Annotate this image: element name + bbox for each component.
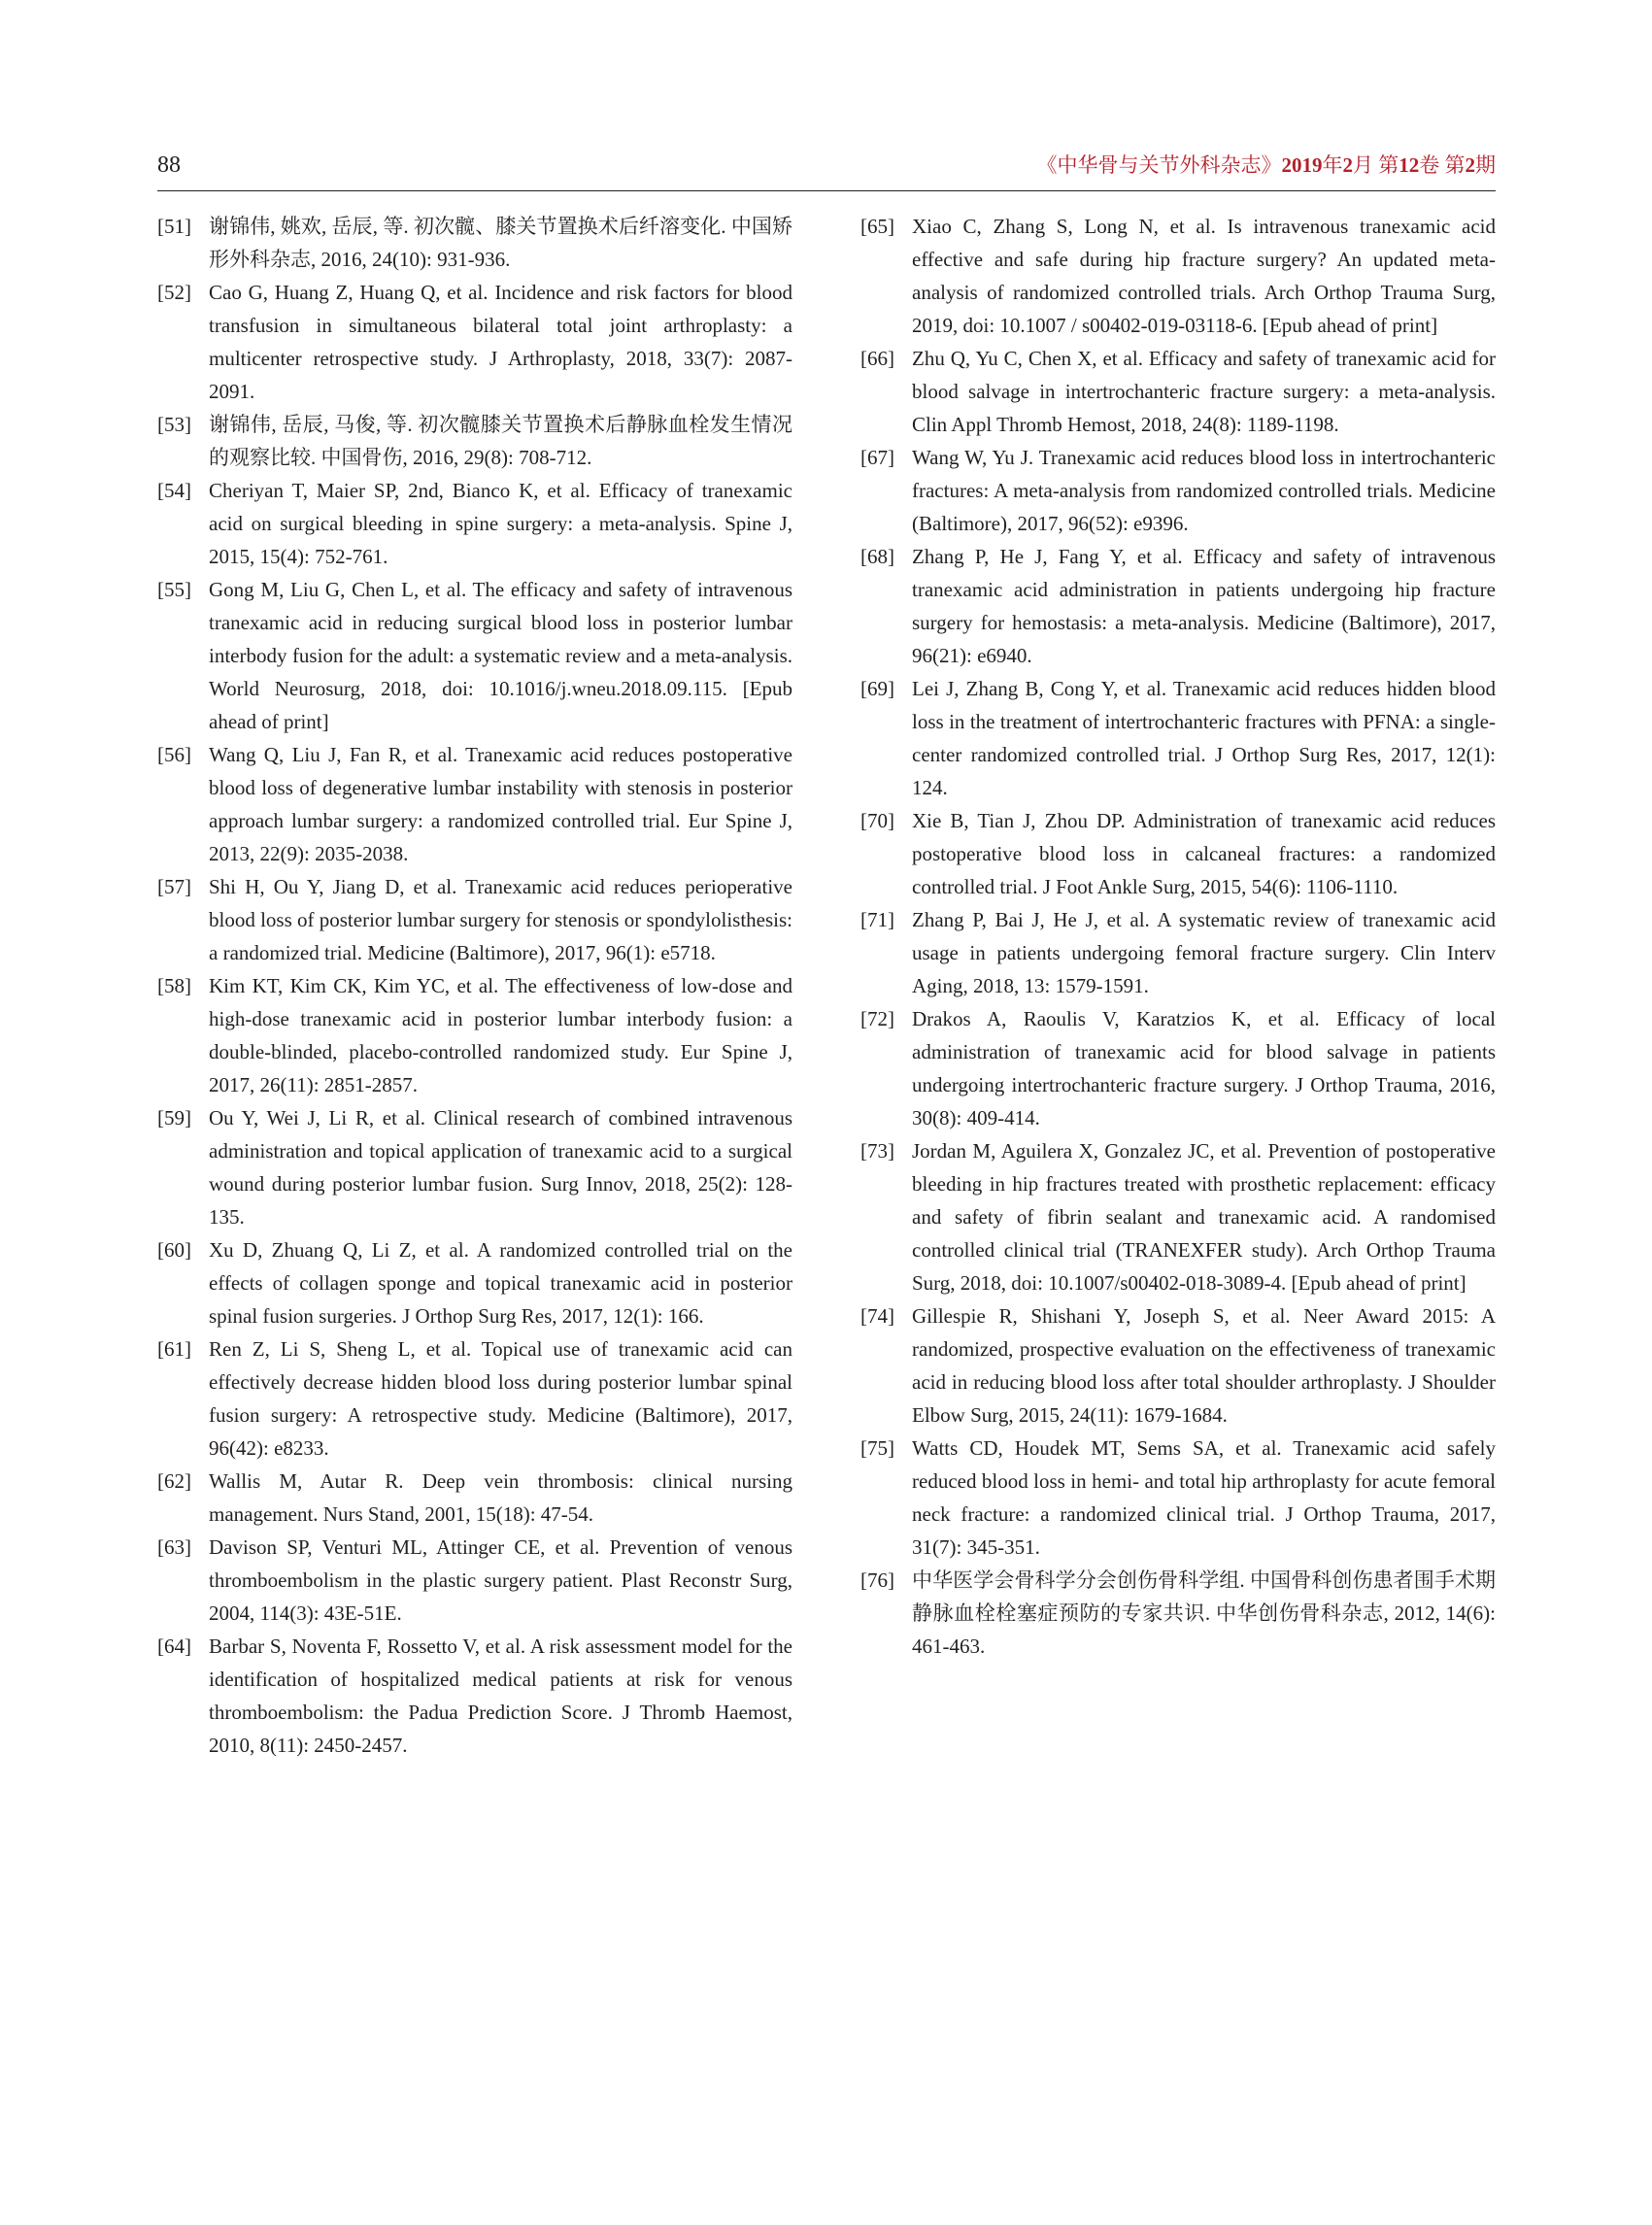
reference-number: [69] [860,677,894,700]
reference-entry [860,540,1496,672]
journal-year: 2019 [1281,153,1323,177]
reference-number: [72] [860,1007,894,1030]
reference-number: [73] [860,1139,894,1163]
reference-entry [860,342,1496,441]
reference-text: Jordan M, Aguilera X, Gonzalez JC, et al. Prevention of postoperative bleeding in hip fractures treated with prosthetic replacement: efficacy and safety of fibrin sealant and tranexamic acid. A randomised controlled clinical trial (TRANEXFER study). Arch Orthop Trauma Surg, 2018, doi: 10.1007/s00402-018-3089-4. [Epub ahead of print] [912,1139,1496,1295]
header-rule [157,190,1496,191]
reference-text: Shi H, Ou Y, Jiang D, et al. Tranexamic acid reduces perioperative blood loss of posterior lumbar surgery for stenosis or spondylolisthesis: a randomized trial. Medicine (Baltimore), 2017, 96(1): e5718. [209,875,792,964]
reference-entry [860,441,1496,540]
reference-number: [56] [157,743,191,766]
reference-text: Ou Y, Wei J, Li R, et al. Clinical research of combined intravenous administration and topical application of tranexamic acid to a surgical wound during posterior lumbar fusion. Surg Innov, 2018, 25(2): 128-135. [209,1106,792,1229]
reference-text: Zhang P, He J, Fang Y, et al. Efficacy and safety of intravenous tranexamic acid administration in patients undergoing hip fracture surgery for hemostasis: a meta-analysis. Medicine (Baltimore), 2017, 96(21): e6940. [912,545,1496,667]
reference-number: [53] [157,413,191,436]
reference-text: Watts CD, Houdek MT, Sems SA, et al. Tranexamic acid safely reduced blood loss in hemi- and total hip arthroplasty for acute femoral neck fracture: a randomized clinical trial. J Orthop Trauma, 2017, 31(7): 345-351. [912,1436,1496,1559]
reference-text: Cao G, Huang Z, Huang Q, et al. Incidence and risk factors for blood transfusion in simultaneous bilateral total joint arthroplasty: a multicenter retrospective study. J Arthroplasty, 2018, 33(7): 2087-2091. [209,281,792,403]
reference-text: 中华医学会骨科学分会创伤骨科学组. 中国骨科创伤患者围手术期静脉血栓栓塞症预防的专家共识. 中华创伤骨科杂志, 2012, 14(6): 461-463. [912,1568,1496,1658]
reference-number: [61] [157,1337,191,1361]
references-left-column [157,210,792,1762]
reference-entry [860,1432,1496,1564]
journal-month: 2 [1342,153,1353,177]
reference-number: [59] [157,1106,191,1129]
reference-entry [157,870,792,969]
reference-number: [67] [860,446,894,469]
reference-text: Barbar S, Noventa F, Rossetto V, et al. A risk assessment model for the identification of hospitalized medical patients at risk for venous thromboembolism: the Padua Prediction Score. J Thromb Haemost, 2010, 8(11): 2450-2457. [209,1635,792,1757]
reference-number: [62] [157,1469,191,1493]
reference-text: Wang Q, Liu J, Fan R, et al. Tranexamic acid reduces postoperative blood loss of degenerative lumbar instability with stenosis in posterior approach lumbar surgery: a randomized controlled trial. Eur Spine J, 2013, 22(9): 2035-2038. [209,743,792,865]
references-right-column [860,210,1496,1663]
reference-entry [157,573,792,738]
reference-entry [860,804,1496,903]
reference-entry [157,210,792,276]
reference-entry [860,210,1496,342]
reference-text: Zhu Q, Yu C, Chen X, et al. Efficacy and safety of tranexamic acid for blood salvage in intertrochanteric fracture surgery: a meta-analysis. Clin Appl Thromb Hemost, 2018, 24(8): 1189-1198. [912,347,1496,436]
reference-text: Davison SP, Venturi ML, Attinger CE, et al. Prevention of venous thromboembolism in the plastic surgery patient. Plast Reconstr Surg, 2004, 114(3): 43E-51E. [209,1535,792,1625]
reference-text: Xiao C, Zhang S, Long N, et al. Is intravenous tranexamic acid effective and safe during hip fracture surgery? An updated meta-analysis of randomized controlled trials. Arch Orthop Trauma Surg, 2019, doi: 10.1007 / s00402-019-03118-6. [Epub ahead of print] [912,215,1496,337]
reference-number: [63] [157,1535,191,1559]
reference-text: Wallis M, Autar R. Deep vein thrombosis: clinical nursing management. Nurs Stand, 2001, 15(18): 47-54. [209,1469,792,1526]
reference-entry [157,1233,792,1332]
reference-text: Zhang P, Bai J, He J, et al. A systematic review of tranexamic acid usage in patients undergoing femoral fracture surgery. Clin Interv Aging, 2018, 13: 1579-1591. [912,908,1496,997]
reference-entry [157,1630,792,1762]
page-header [157,146,1496,185]
reference-text: Wang W, Yu J. Tranexamic acid reduces blood loss in intertrochanteric fractures: A meta-analysis from randomized controlled trials. Medicine (Baltimore), 2017, 96(52): e9396. [912,446,1496,535]
reference-text: Ren Z, Li S, Sheng L, et al. Topical use of tranexamic acid can effectively decrease hidden blood loss during posterior lumbar spinal fusion surgery: A retrospective study. Medicine (Baltimore), 2017, 96(42): e8233. [209,1337,792,1460]
reference-entry [157,738,792,870]
journal-volume: 12 [1399,153,1420,177]
reference-entry [860,1002,1496,1134]
reference-text: 谢锦伟, 姚欢, 岳辰, 等. 初次髋、膝关节置换术后纤溶变化. 中国矫形外科杂志, 2016, 24(10): 931-936. [209,215,792,271]
reference-text: Xie B, Tian J, Zhou DP. Administration of tranexamic acid reduces postoperative blood loss in calcaneal fractures: a randomized controlled trial. J Foot Ankle Surg, 2015, 54(6): 1106-1110. [912,809,1496,898]
reference-text: Gillespie R, Shishani Y, Joseph S, et al. Neer Award 2015: A randomized, prospective evaluation on the effectiveness of tranexamic acid in reducing blood loss after total shoulder arthroplasty. J Shoulder Elbow Surg, 2015, 24(11): 1679-1684. [912,1304,1496,1427]
reference-text: Drakos A, Raoulis V, Karatzios K, et al. Efficacy of local administration of tranexamic acid for blood salvage in patients undergoing intertrochanteric fracture surgery. J Orthop Trauma, 2016, 30(8): 409-414. [912,1007,1496,1129]
reference-text: Kim KT, Kim CK, Kim YC, et al. The effectiveness of low-dose and high-dose tranexamic acid in posterior lumbar interbody fusion: a double-blinded, placebo-controlled randomized study. Eur Spine J, 2017, 26(11): 2851-2857. [209,974,792,1096]
reference-number: [66] [860,347,894,370]
reference-number: [71] [860,908,894,931]
reference-entry [157,276,792,408]
reference-entry [157,1101,792,1233]
reference-entry [860,1134,1496,1299]
reference-entry [157,969,792,1101]
reference-text: Xu D, Zhuang Q, Li Z, et al. A randomized controlled trial on the effects of collagen sponge and topical tranexamic acid in posterior spinal fusion surgeries. J Orthop Surg Res, 2017, 12(1): 166. [209,1238,792,1328]
reference-entry [157,408,792,474]
reference-entry [157,474,792,573]
reference-entry [860,1299,1496,1432]
reference-entry [157,1332,792,1465]
reference-number: [68] [860,545,894,568]
journal-name: 《中华骨与关节外科杂志》 [1036,153,1282,177]
page-number: 88 [157,152,181,178]
reference-number: [64] [157,1635,191,1658]
reference-entry [157,1531,792,1630]
reference-number: [75] [860,1436,894,1460]
reference-number: [70] [860,809,894,832]
reference-text: Gong M, Liu G, Chen L, et al. The efficacy and safety of intravenous tranexamic acid in reducing surgical blood loss in posterior lumbar interbody fusion for the adult: a systematic review and a meta-analysis. World Neurosurg, 2018, doi: 10.1016/j.wneu.2018.09.115. [Epub ahead of print] [209,578,792,733]
reference-entry [157,1465,792,1531]
journal-issue: 2 [1465,153,1475,177]
reference-number: [58] [157,974,191,997]
reference-number: [55] [157,578,191,601]
reference-number: [65] [860,215,894,238]
reference-number: [76] [860,1568,894,1592]
reference-number: [51] [157,215,191,238]
reference-number: [60] [157,1238,191,1262]
reference-text: Lei J, Zhang B, Cong Y, et al. Tranexamic acid reduces hidden blood loss in the treatment of intertrochanteric fractures with PFNA: a single-center randomized controlled trial. J Orthop Surg Res, 2017, 12(1): 124. [912,677,1496,799]
reference-text: Cheriyan T, Maier SP, 2nd, Bianco K, et al. Efficacy of tranexamic acid on surgical bleeding in spine surgery: a meta-analysis. Spine J, 2015, 15(4): 752-761. [209,479,792,568]
reference-entry [860,1564,1496,1663]
reference-number: [52] [157,281,191,304]
reference-number: [74] [860,1304,894,1328]
reference-entry [860,672,1496,804]
journal-citation: 《中华骨与关节外科杂志》2019年2月 第12卷 第2期 [1036,153,1496,177]
reference-number: [54] [157,479,191,502]
reference-entry [860,903,1496,1002]
reference-number: [57] [157,875,191,898]
reference-text: 谢锦伟, 岳辰, 马俊, 等. 初次髋膝关节置换术后静脉血栓发生情况的观察比较. 中国骨伤, 2016, 29(8): 708-712. [209,413,792,469]
